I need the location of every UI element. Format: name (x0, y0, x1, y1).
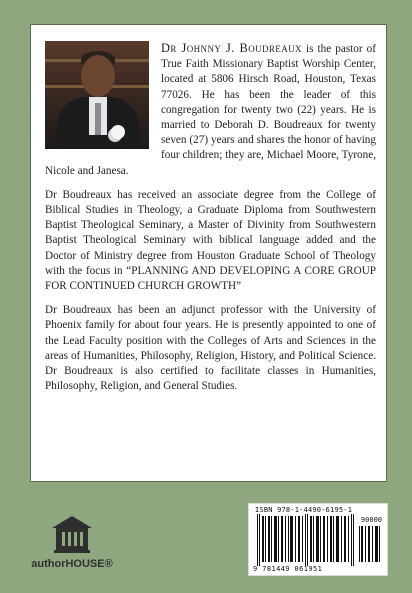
house-icon (24, 512, 120, 572)
barcode-digits: 9 781449 061951 (253, 565, 323, 573)
isbn-text: ISBN 978-1-4490-6195-1 (255, 506, 353, 514)
publisher-logo (24, 512, 120, 572)
bio-paragraph-teaching: Dr Boudreaux has been an adjunct professor with the University of Phoenix family for about four years. He is presently appointed to one of the Lead Faculty position with the Colleges of Arts and Sciences in the areas of Humanities, Philosophy, Religion, History, and Political Science. Dr Boudreaux is also certified to facilitate classes in Humanities, Philosophy, Religion, and General Studies. (45, 304, 376, 393)
author-name: Dr Johnny J. Boudreaux (161, 41, 302, 55)
publisher-name: authorHOUSE® (31, 558, 113, 570)
back-cover-text-panel (30, 24, 387, 482)
author-photo (45, 41, 149, 149)
price-code: 90000 (360, 516, 382, 524)
bio-paragraph-intro: Dr Johnny J. Boudreaux is the pastor of True Faith Missionary Baptist Worship Center, located at 5806 Hirsch Road, Houston, Texas 77026. He has been the leader of this congregation for twenty two (22) years. He is married to Deborah D. Boudreaux for twenty seven (27) years and shares the honor of having four children; they are, Michael Moore, Tyrone, Nicole and Janesa. (45, 41, 376, 177)
bio-paragraph-education: Dr Boudreaux has received an associate degree from the College of Biblical Studies in Theology, a Graduate Diploma from Southwestern Baptist Theological Seminary, a Master of Divinity from Southwestern Baptist Theological Seminary with biblical language added and the Doctor of Ministry degree from Houston Graduate School of Theology with the focus in “PLANNING AND DEVELOPING A CORE GROUP FOR CONTINUED CHURCH GROWTH” (45, 188, 376, 293)
isbn-barcode (248, 503, 388, 576)
author-biography (45, 41, 376, 394)
